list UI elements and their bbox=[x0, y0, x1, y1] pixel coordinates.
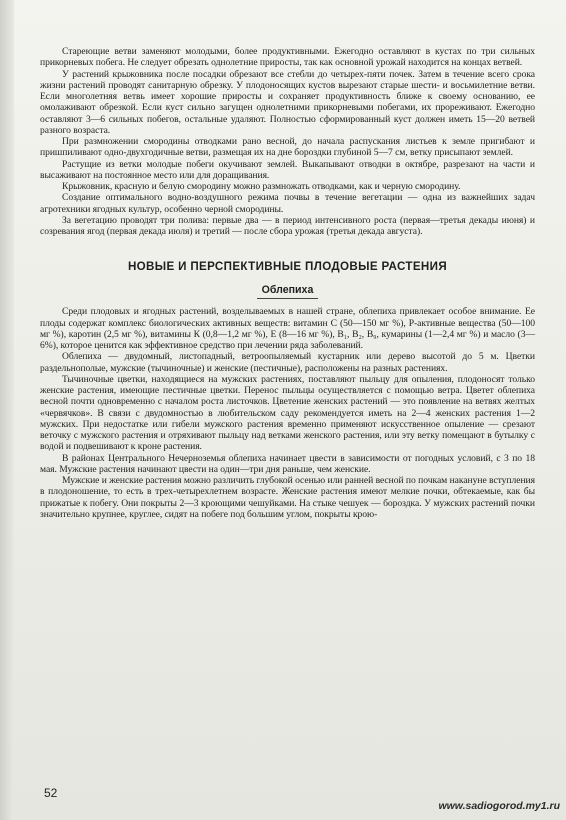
paragraph: При размножении смородины отводками рано весной, до начала распускания листьев к земле пригибают и пришпиливают одно-двухгодичные ветви, размещая их на дне бороздки глубиной 5—7 см, ветку присыпают землей. bbox=[40, 136, 535, 159]
section-heading: НОВЫЕ И ПЕРСПЕКТИВНЫЕ ПЛОДОВЫЕ РАСТЕНИЯ bbox=[127, 260, 448, 274]
paragraph: У растений крыжовника после посадки обрезают все стебли до четырех-пяти почек. Затем в течение всего срока жизни растений проводят санитарную обрезку. У плодоносящих кустов вырезают старые шести- и восьмилетние ветви. Если многолетняя ветвь имеет хорошие приросты и сохраняет продуктивность ближе к своему основанию, ее омолаживают обрезкой. Если куст сильно загущен однолетними прикорневыми побегами, их прореживают. Ежегодно оставляют 3—6 сильных побегов, остальные удаляют. Полностью сформированный куст должен иметь 15—20 ветвей разного возраста. bbox=[40, 68, 535, 136]
paragraph: Создание оптимального водно-воздушного режима почвы в течение вегетации — одна из важнейших задач агротехники ягодных культур, особенно черной смородины. bbox=[40, 192, 535, 215]
paragraph: Тычиночные цветки, находящиеся на мужских растениях, поставляют пыльцу для опыления, плодоносят только женские растения, имеющие пестичные цветки. Перенос пыльцы осуществляется с помощью ветра. Цветет облепиха весной почти одновременно с началом роста листочков. Цветение женских растений — это появление на ветвях желтых «червячков». В связи с двудомностью в любительском саду рекомендуется иметь на 2—4 женских растения 1—2 мужских. При недостатке или гибели мужского растения временно применяют искусственное опыление — срезают веточку с мужского растения и отряхивают пыльцу над ветками женского растения, или эту ветку помещают в бутылку с водой и подвешивают к кроне растения. bbox=[40, 373, 535, 453]
subheading: Облепиха bbox=[257, 284, 319, 299]
watermark: www.sadiogorod.my1.ru bbox=[438, 800, 560, 812]
paragraph: За вегетацию проводят три полива: первые два — в период интенсивного роста (первая—третья декады июня) и созревания ягод (первая декада июля) и третий — после сбора урожая (третья декада августа). bbox=[40, 214, 535, 237]
paragraph: Среди плодовых и ягодных растений, возделываемых в нашей стране, облепиха привлекает особое внимание. Ее плоды содержат комплекс биологических активных веществ: витамин С (50—150 мг %), Р-активные вещества (50—100 мг %), каротин (2,5 мг %), витамины К (0,8—1,2 мг %), Е (8—16 мг %), В₁, В₂, В₉, кумарины (1—2,4 мг %) и масло (3—6%), которое ценится как эффективное средство при лечении ряда заболеваний. bbox=[40, 306, 535, 351]
page-edge-shadow bbox=[0, 0, 14, 820]
paragraph: Облепиха — двудомный, листопадный, ветроопыляемый кустарник или дерево высотой до 5 м. Цветки раздельнополые, мужские (тычиночные) и женские (пестичные), расположены на разных растениях. bbox=[40, 351, 535, 374]
paragraph: Крыжовник, красную и белую смородину можно размножать отводками, как и черную смородину. bbox=[62, 181, 461, 192]
paragraph: Растущие из ветки молодые побеги окучивают землей. Выкапывают отводки в октябре, разрезают на части и высаживают на постоянное место или для доращивания. bbox=[40, 158, 535, 181]
paragraph: Мужские и женские растения можно различить глубокой осенью или ранней весной по почкам накануне вступления в плодоношение, то есть в трех-четырехлетнем возрасте. Женские растения имеют мелкие почки, обтекаемые, как бы прижатые к побегу. Они покрыты 2—3 кроющими чешуйками. На стыке чешуек — бороздка. У мужских растений почки значительно крупнее, круглее, сидят на побеге под большим углом, покрыты крою- bbox=[40, 475, 535, 520]
paragraph: В районах Центрального Нечерноземья облепиха начинает цвести в зависимости от погодных условий, с 3 по 18 мая. Мужские растения начинают цвести на один—три дня раньше, чем женские. bbox=[40, 452, 535, 475]
page-content bbox=[40, 46, 535, 520]
page-number: 52 bbox=[44, 786, 58, 800]
paragraph: Стареющие ветви заменяют молодыми, более продуктивными. Ежегодно оставляют в кустах по три сильных прикорневых побега. Не следует обрезать однолетние приросты, так как основной урожай находится на концах ветвей. bbox=[40, 46, 535, 69]
subheading-wrap bbox=[40, 284, 535, 299]
